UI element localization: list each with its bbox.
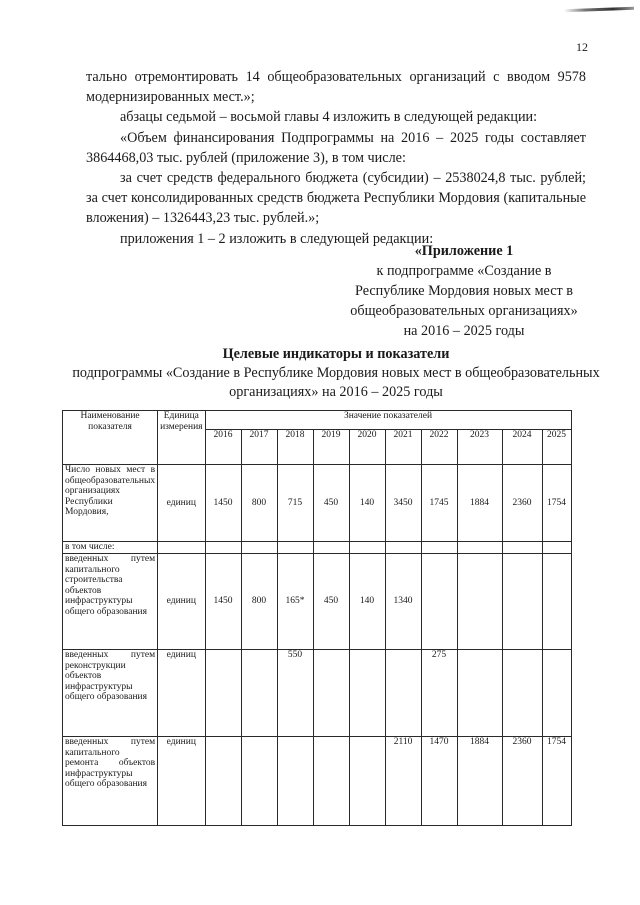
value-cell: 165*	[277, 554, 313, 650]
value-cell: 1884	[457, 737, 502, 826]
table-row	[63, 554, 572, 650]
value-cell: 450	[313, 554, 349, 650]
row-name: введенных путем реконструкции объектов инфраструктуры общего образования	[63, 650, 158, 737]
paragraph: «Объем финансирования Подпрограммы на 2016 – 2025 годы составляет 3864468,03 тыс. рублей (приложение 3), в том числе:	[86, 129, 586, 166]
appendix-title: «Приложение 1	[414, 243, 514, 259]
value-cell: 715	[277, 465, 313, 542]
header-unit: Единица измерения	[158, 411, 205, 465]
table-title	[70, 345, 602, 402]
table-row	[63, 650, 572, 737]
row-unit: единиц	[158, 465, 205, 542]
value-cell	[277, 737, 313, 826]
table-row	[63, 465, 572, 542]
year-header: 2019	[313, 430, 349, 465]
body-text	[86, 67, 586, 249]
value-cell	[421, 554, 457, 650]
value-cell: 1754	[542, 465, 571, 542]
indicators-table	[62, 410, 572, 826]
paragraph: тально отремонтировать 14 общеобразовательных организаций с вводом 9578 модернизированных мест.»;	[86, 69, 586, 106]
value-cell	[502, 554, 542, 650]
year-header: 2017	[241, 430, 277, 465]
year-header: 2024	[502, 430, 542, 465]
table-row	[63, 737, 572, 826]
value-cell: 1754	[542, 737, 571, 826]
value-cell: 3450	[385, 465, 421, 542]
appendix-header	[336, 241, 592, 341]
value-cell: 800	[241, 465, 277, 542]
appendix-line: на 2016 – 2025 годы	[403, 323, 525, 339]
value-cell: 1884	[457, 465, 502, 542]
header-values: Значение показателей	[205, 411, 571, 430]
year-header: 2021	[385, 430, 421, 465]
value-cell: 550	[277, 650, 313, 737]
row-name: введенных путем капитального строительства объектов инфраструктуры общего образования	[63, 554, 158, 650]
value-cell	[313, 737, 349, 826]
value-cell	[385, 650, 421, 737]
value-cell: 2110	[385, 737, 421, 826]
value-cell: 1470	[421, 737, 457, 826]
table-heading: Целевые индикаторы и показатели	[222, 346, 450, 362]
row-unit: единиц	[158, 650, 205, 737]
page-number: 12	[576, 40, 588, 54]
value-cell: 2360	[502, 465, 542, 542]
table-subheading: подпрограммы «Создание в Республике Мордовия новых мест в общеобразовательных организациях» на 2016 – 2025 годы	[72, 365, 600, 400]
value-cell: 2360	[502, 737, 542, 826]
paragraph: за счет средств федерального бюджета (субсидии) – 2538024,8 тыс. рублей; за счет консолидированных средств бюджета Республики Мордовия (капитальные вложения) – 1326443,23 тыс. рублей.»;	[86, 170, 586, 227]
row-name: Число новых мест в общеобразовательных организациях Республики Мордовия,	[63, 465, 158, 542]
year-header: 2025	[542, 430, 571, 465]
value-cell: 450	[313, 465, 349, 542]
value-cell: 1450	[205, 554, 241, 650]
value-cell: 1745	[421, 465, 457, 542]
value-cell	[349, 650, 385, 737]
row-unit: единиц	[158, 737, 205, 826]
value-cell	[457, 650, 502, 737]
value-cell	[502, 650, 542, 737]
appendix-line: Республике Мордовия новых мест в	[355, 283, 573, 299]
value-cell	[457, 554, 502, 650]
value-cell	[542, 650, 571, 737]
header-name: Наименование показателя	[63, 411, 158, 465]
value-cell	[241, 650, 277, 737]
year-header: 2023	[457, 430, 502, 465]
table-row	[63, 542, 572, 554]
row-name: введенных путем капитального ремонта объектов инфраструктуры общего образования	[63, 737, 158, 826]
appendix-line: к подпрограмме «Создание в	[376, 263, 552, 279]
paragraph: абзацы седьмой – восьмой главы 4 изложить в следующей редакции:	[120, 109, 538, 126]
value-cell	[241, 737, 277, 826]
value-cell	[313, 650, 349, 737]
year-header: 2016	[205, 430, 241, 465]
value-cell	[542, 554, 571, 650]
value-cell	[205, 737, 241, 826]
paragraph: приложения 1 – 2 изложить в следующей редакции:	[120, 230, 434, 247]
value-cell: 1340	[385, 554, 421, 650]
value-cell: 275	[421, 650, 457, 737]
appendix-line: общеобразовательных организациях»	[350, 303, 578, 319]
value-cell: 1450	[205, 465, 241, 542]
subheader-label: в том числе:	[63, 542, 158, 554]
scan-artifact	[564, 7, 634, 12]
value-cell	[205, 650, 241, 737]
value-cell	[349, 737, 385, 826]
year-header: 2018	[277, 430, 313, 465]
value-cell: 800	[241, 554, 277, 650]
year-header: 2020	[349, 430, 385, 465]
row-unit: единиц	[158, 554, 205, 650]
year-header: 2022	[421, 430, 457, 465]
value-cell: 140	[349, 465, 385, 542]
value-cell: 140	[349, 554, 385, 650]
